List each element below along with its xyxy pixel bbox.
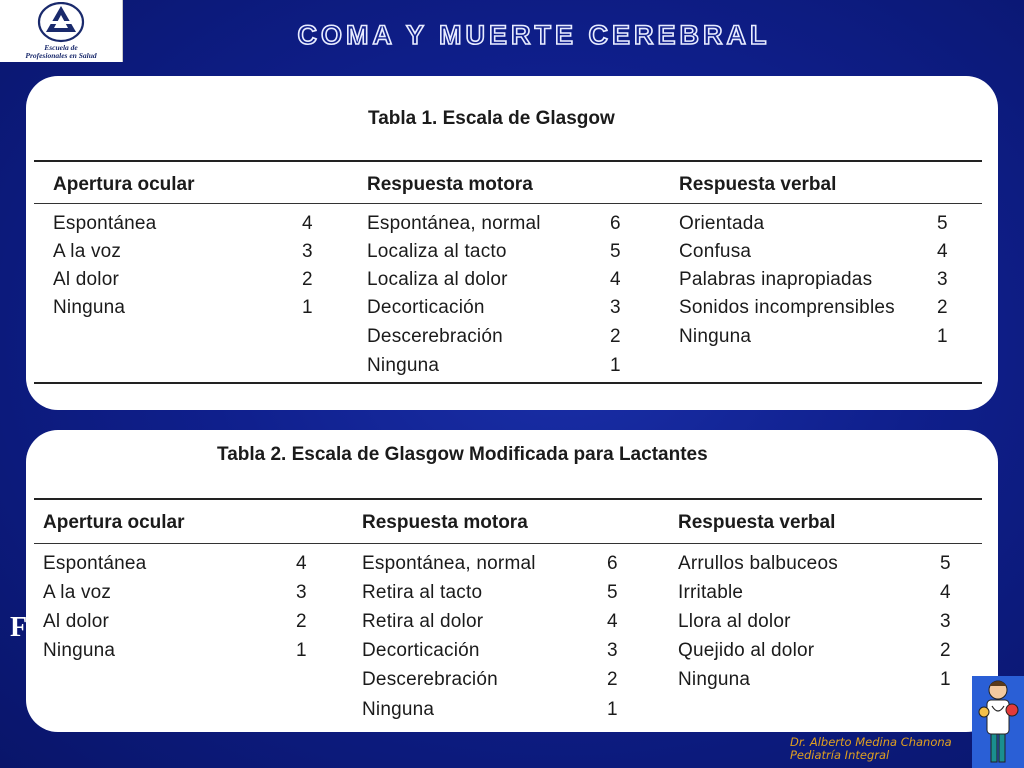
table-score: 3 [302,241,313,262]
table-score: 4 [937,241,948,262]
table-score: 4 [296,553,307,574]
table-cell: Ninguna [362,699,435,720]
doctor-figure-icon [972,676,1024,768]
author-credit [790,736,952,762]
table-score: 1 [610,355,621,376]
column-header-motor: Respuesta motora [362,512,528,533]
glasgow-infant-table-panel [26,430,998,732]
table-score: 2 [940,640,951,661]
header-rule [34,203,982,204]
table-bottom-rule [34,382,982,384]
table-score: 2 [610,326,621,347]
table-score: 1 [302,297,313,318]
table-score: 5 [607,582,618,603]
column-header-eye: Apertura ocular [53,174,195,195]
column-header-verbal: Respuesta verbal [678,512,836,533]
table-top-rule [34,160,982,162]
logo-icon [34,2,88,44]
table-score: 4 [940,582,951,603]
table-cell: A la voz [53,241,122,262]
table-score: 3 [937,269,948,290]
table-score: 2 [607,669,618,690]
column-header-motor: Respuesta motora [367,174,533,195]
table-cell: Decorticación [367,297,485,318]
table-score: 1 [607,699,618,720]
table-score: 2 [937,297,948,318]
table-cell: Espontánea, normal [362,553,536,574]
table-cell: Llora al dolor [678,611,791,632]
table-score: 5 [610,241,621,262]
table-title: Tabla 1. Escala de Glasgow [368,108,615,129]
table-top-rule [34,498,982,500]
table-cell: Espontánea, normal [367,213,541,234]
school-logo [0,0,123,62]
table-score: 4 [302,213,313,234]
table-cell: Al dolor [53,269,120,290]
table-score: 2 [302,269,313,290]
table-cell: Retira al dolor [362,611,484,632]
table-score: 1 [940,669,951,690]
table-cell: Localiza al tacto [367,241,507,262]
header-rule [34,543,982,544]
table-score: 6 [610,213,621,234]
slide-title: COMA Y MUERTE CEREBRAL [297,20,771,50]
table-cell: Localiza al dolor [367,269,508,290]
table-cell: A la voz [43,582,112,603]
logo-text-line2: Profesionales en Salud [25,51,97,60]
table-cell: Ninguna [678,669,751,690]
table-score: 1 [937,326,948,347]
table-score: 6 [607,553,618,574]
table-cell: Decorticación [362,640,480,661]
table-cell: Espontánea [43,553,147,574]
table-score: 3 [296,582,307,603]
table-cell: Ninguna [679,326,752,347]
table-score: 5 [937,213,948,234]
table-cell: Sonidos incomprensibles [679,297,895,318]
table-cell: Quejido al dolor [678,640,815,661]
table-cell: Espontánea [53,213,157,234]
table-cell: Retira al tacto [362,582,483,603]
glasgow-table-panel [26,76,998,410]
author-subtitle: Pediatría Integral [790,748,890,762]
table-score: 3 [940,611,951,632]
table-cell: Descerebración [367,326,503,347]
table-cell: Palabras inapropiadas [679,269,873,290]
column-header-verbal: Respuesta verbal [679,174,837,195]
table-score: 3 [610,297,621,318]
table-score: 4 [610,269,621,290]
table-score: 3 [607,640,618,661]
table-cell: Ninguna [43,640,116,661]
column-header-eye: Apertura ocular [43,512,185,533]
author-name: Dr. Alberto Medina Chanona [790,735,952,749]
table-score: 2 [296,611,307,632]
table-cell: Orientada [679,213,765,234]
table-cell: Ninguna [53,297,126,318]
table-cell: Al dolor [43,611,110,632]
table-score: 4 [607,611,618,632]
table-score: 5 [940,553,951,574]
table-cell: Confusa [679,241,752,262]
table-score: 1 [296,640,307,661]
table-cell: Irritable [678,582,744,603]
table-cell: Ninguna [367,355,440,376]
table-title: Tabla 2. Escala de Glasgow Modificada para Lactantes [217,444,708,465]
background-text-fragment: F [10,612,28,643]
logo-text-line1: Escuela de [44,43,78,52]
table-cell: Arrullos balbuceos [678,553,838,574]
table-cell: Descerebración [362,669,498,690]
